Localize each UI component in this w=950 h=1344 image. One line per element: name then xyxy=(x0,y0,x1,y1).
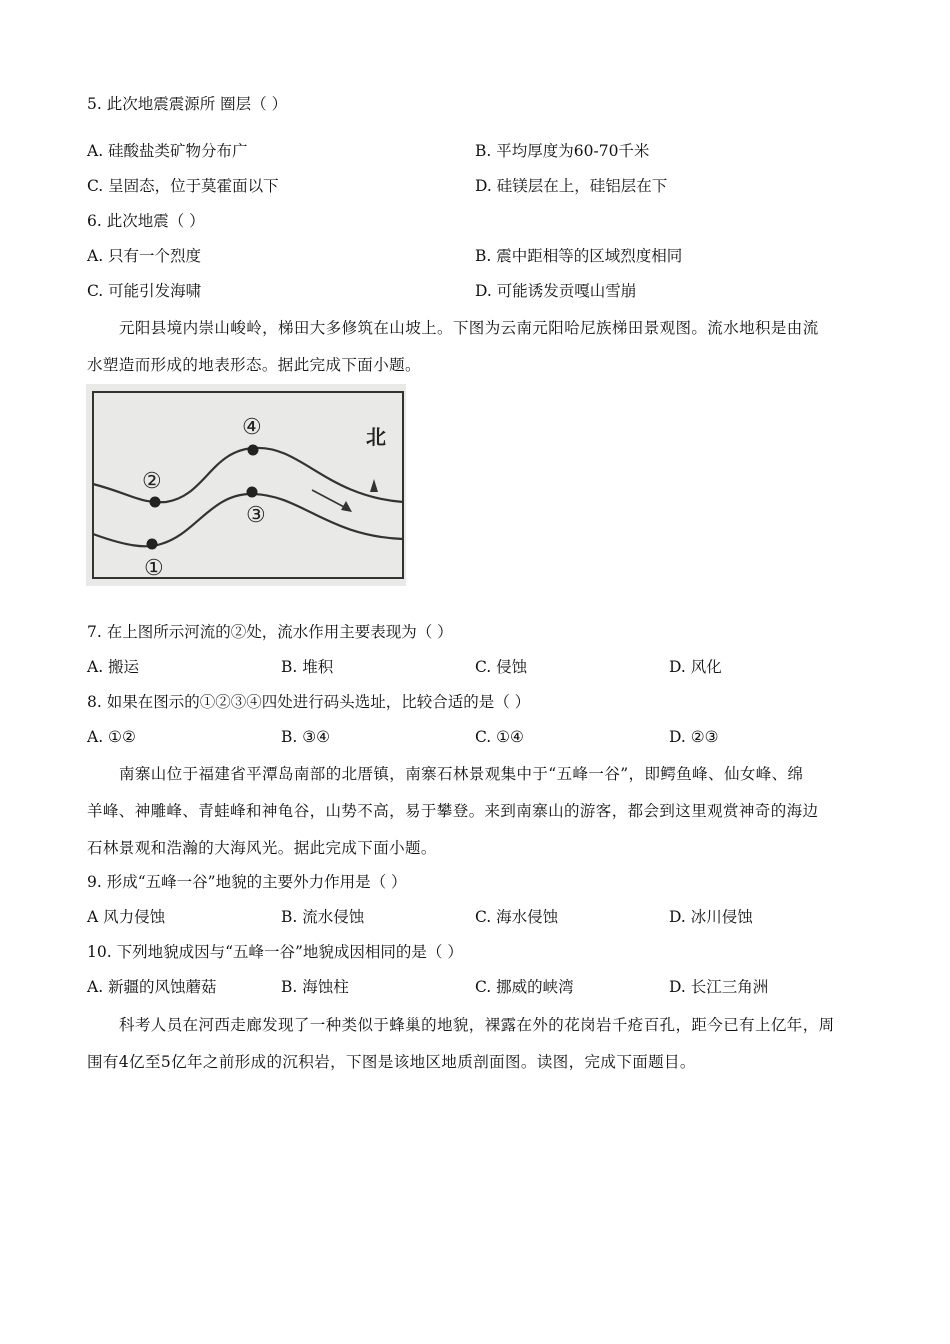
question-10-option-c: C. 挪威的峡湾 xyxy=(475,978,574,996)
passage-2-line-3: 石林景观和浩瀚的大海风光。据此完成下面小题。 xyxy=(87,839,437,857)
marker-1: ① xyxy=(144,556,164,581)
question-6-option-c: C. 可能引发海啸 xyxy=(87,282,202,300)
flow-arrow-line xyxy=(312,490,346,508)
question-10-option-b: B. 海蚀柱 xyxy=(281,978,349,996)
passage-2-line-1: 南寨山位于福建省平潭岛南部的北厝镇，南寨石林景观集中于“五峰一谷”，即鳄鱼峰、仙女峰、绵 xyxy=(119,765,804,783)
point-1-dot xyxy=(147,539,158,550)
marker-3: ③ xyxy=(246,503,266,528)
question-6-option-d: D. 可能诱发贡嘎山雪崩 xyxy=(475,282,637,300)
question-5-stem: 5. 此次地震震源所 圈层（ ） xyxy=(87,95,288,113)
point-3-dot xyxy=(247,487,258,498)
question-9-option-a: A 风力侵蚀 xyxy=(87,908,166,926)
question-10-stem: 10. 下列地貌成因与“五峰一谷”地貌成因相同的是（ ） xyxy=(87,943,463,961)
question-9-option-d: D. 冰川侵蚀 xyxy=(669,908,753,926)
question-8-option-d: D. ②③ xyxy=(669,728,719,746)
passage-3-line-2: 围有4亿至5亿年之前形成的沉积岩，下图是该地区地质剖面图。读图，完成下面题目。 xyxy=(87,1053,696,1071)
marker-2: ② xyxy=(142,469,162,494)
question-8-option-a: A. ①② xyxy=(87,728,136,746)
north-label: 北 xyxy=(366,425,386,449)
north-arrow-icon xyxy=(370,479,378,492)
question-9-option-c: C. 海水侵蚀 xyxy=(475,908,559,926)
question-5-option-b: B. 平均厚度为60-70千米 xyxy=(475,142,650,160)
question-6-stem: 6. 此次地震（ ） xyxy=(87,212,205,230)
question-5-option-c: C. 呈固态，位于莫霍面以下 xyxy=(87,177,279,195)
point-2-dot xyxy=(150,497,161,508)
marker-4: ④ xyxy=(242,415,262,440)
question-10-option-d: D. 长江三角洲 xyxy=(669,978,769,996)
question-8-option-b: B. ③④ xyxy=(281,728,331,746)
question-6-option-b: B. 震中距相等的区域烈度相同 xyxy=(475,247,683,265)
question-10-option-a: A. 新疆的风蚀蘑菇 xyxy=(87,978,217,996)
question-7-stem: 7. 在上图所示河流的②处，流水作用主要表现为（ ） xyxy=(87,623,453,641)
question-5-option-a: A. 硅酸盐类矿物分布广 xyxy=(87,142,248,160)
passage-3-line-1: 科考人员在河西走廊发现了一种类似于蜂巢的地貌，裸露在外的花岗岩千疮百孔，距今已有上亿年，周 xyxy=(119,1016,835,1034)
question-7-option-b: B. 堆积 xyxy=(281,658,334,676)
question-9-option-b: B. 流水侵蚀 xyxy=(281,908,365,926)
question-8-stem: 8. 如果在图示的①②③④四处进行码头选址，比较合适的是（ ） xyxy=(87,693,531,711)
passage-1-line-2: 水塑造而形成的地表形态。据此完成下面小题。 xyxy=(87,356,421,374)
question-9-stem: 9. 形成“五峰一谷”地貌的主要外力作用是（ ） xyxy=(87,873,407,891)
question-7-option-d: D. 风化 xyxy=(669,658,722,676)
passage-2-line-2: 羊峰、神雕峰、青蛙峰和神龟谷，山势不高，易于攀登。来到南寨山的游客，都会到这里观赏神奇的海边 xyxy=(87,802,819,820)
river-map xyxy=(86,384,406,586)
passage-1-line-1: 元阳县境内崇山峻岭，梯田大多修筑在山坡上。下图为云南元阳哈尼族梯田景观图。流水地积是由流 xyxy=(119,319,819,337)
point-4-dot xyxy=(248,445,259,456)
question-7-option-a: A. 搬运 xyxy=(87,658,140,676)
question-6-option-a: A. 只有一个烈度 xyxy=(87,247,202,265)
question-8-option-c: C. ①④ xyxy=(475,728,524,746)
river-figure xyxy=(86,384,406,586)
question-7-option-c: C. 侵蚀 xyxy=(475,658,528,676)
question-5-option-d: D. 硅镁层在上，硅铝层在下 xyxy=(475,177,668,195)
